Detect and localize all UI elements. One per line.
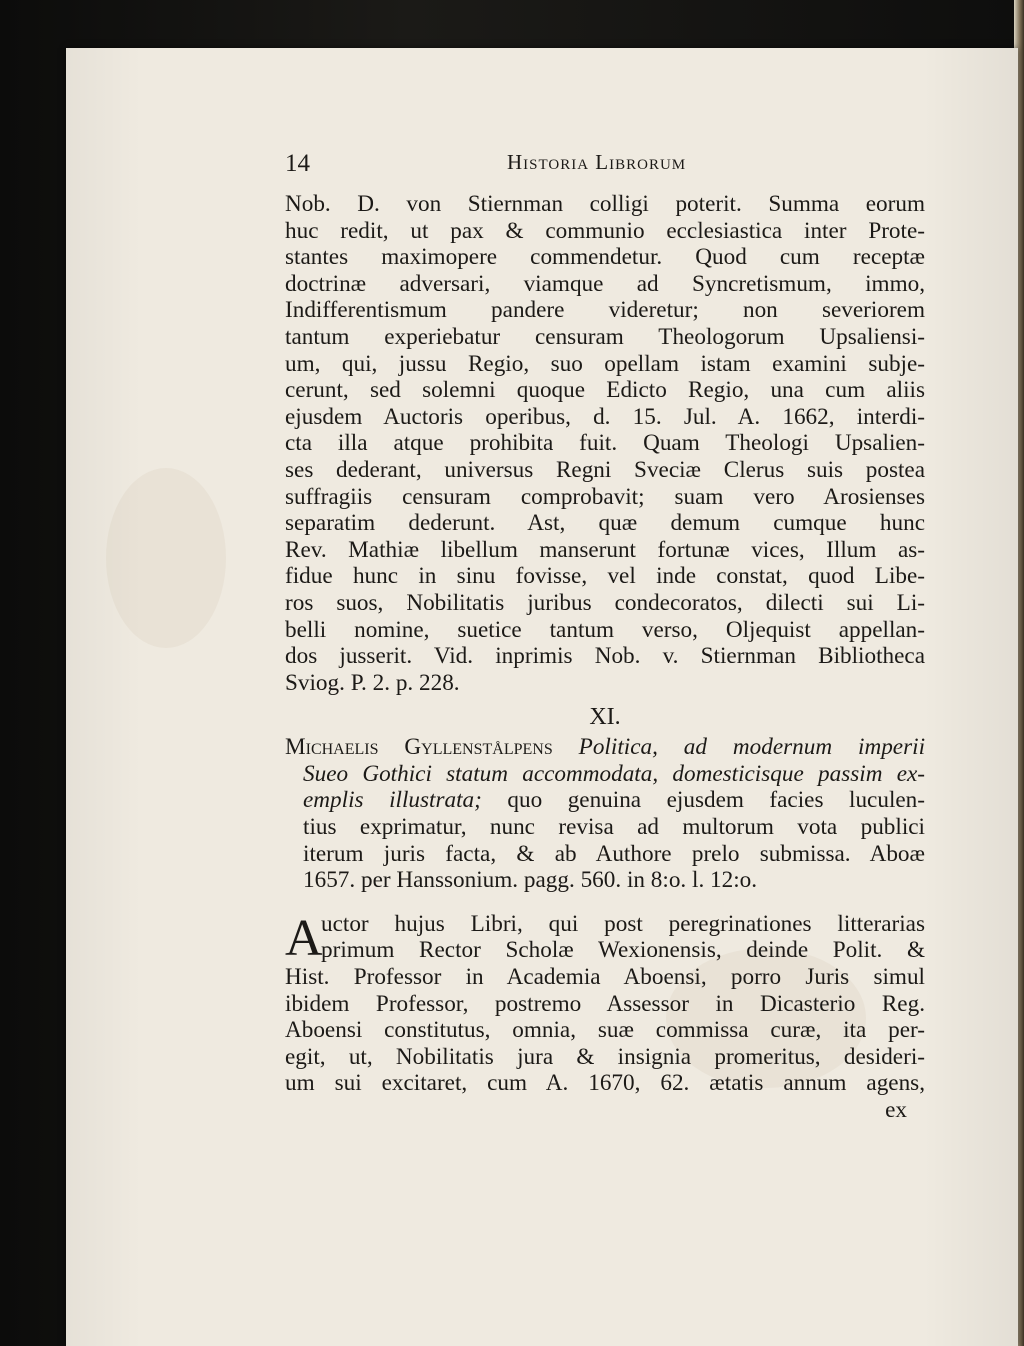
title-text: Politica, ad modernum imperii	[578, 734, 926, 761]
paragraph-2	[285, 911, 925, 1124]
title-line: iterum juris facta, & ab Authore prelo submissa. Aboæ	[303, 840, 925, 867]
title-line: tius exprimatur, nunc revisa ad multorum vota publici	[303, 814, 925, 841]
section-heading: XI.	[589, 704, 621, 731]
title-line: 1657. per Hanssonium. pagg. 560. in 8:o. l. 12:o.	[303, 867, 758, 894]
text-line: separatim dederunt. Ast, quæ demum cumque hunc	[285, 510, 925, 537]
catchword: ex	[885, 1097, 907, 1123]
text-line: Nob. D. von Stiernman colligi poterit. Summa eorum	[285, 191, 925, 217]
text-line: belli nomine, suetice tantum verso, Oljequist appellan-	[285, 616, 925, 643]
text-line: um sui excitaret, cum A. 1670, 62. ætatis annum agens,	[285, 1070, 925, 1097]
text-line: primum Rector Scholæ Wexionensis, deinde Polit. &	[321, 937, 925, 964]
text-line: fidue hunc in sinu fovisse, vel inde constat, quod Libe-	[285, 563, 925, 590]
drop-cap: A	[285, 909, 323, 967]
title-line: Sueo Gothici statum accommodata, domesticisque passim ex-	[303, 760, 925, 787]
text-line: tantum experiebatur censuram Theologorum Upsaliensi-	[285, 323, 925, 350]
text-line: suffragiis censuram comprobavit; suam vero Arosienses	[285, 483, 925, 510]
text-line: doctrinæ adversari, viamque ad Syncretismum, immo,	[285, 270, 925, 297]
title-text: quo genuina ejusdem facies luculen-	[507, 787, 925, 814]
text-line: Rev. Mathiæ libellum manserunt fortunæ vices, Illum as-	[285, 536, 925, 563]
text-line: egit, ut, Nobilitatis jura & insignia promeritus, desideri-	[285, 1043, 925, 1070]
text-line: stantes maximopere commendetur. Quod cum receptæ	[285, 244, 925, 271]
text-line: huc redit, ut pax & communio ecclesiastica inter Prote-	[285, 217, 925, 244]
text-line: Hist. Professor in Academia Aboensi, porro Juris simul	[285, 964, 925, 991]
text-line: ses dederant, universus Regni Sveciæ Clerus suis postea	[285, 456, 925, 483]
author-name: Michaelis Gyllenstålpens	[285, 734, 553, 761]
text-line: ejusdem Auctoris operibus, d. 15. Jul. A. 1662, interdi-	[285, 403, 925, 430]
text-line: dos jusserit. Vid. inprimis Nob. v. Stiernman Bibliotheca	[285, 643, 925, 670]
text-line: cerunt, sed solemni quoque Edicto Regio, una cum aliis	[285, 377, 925, 404]
running-title: Historia Librorum	[507, 150, 687, 174]
book-title-entry	[285, 734, 925, 894]
paragraph-1	[285, 191, 925, 696]
title-text: emplis illustrata;	[303, 787, 482, 814]
text-line: Indifferentismum pandere videretur; non severiorem	[285, 297, 925, 324]
text-line: cta illa atque prohibita fuit. Quam Theologi Upsalien-	[285, 430, 925, 457]
text-line: Sviog. P. 2. p. 228.	[285, 669, 460, 696]
text-line: uctor hujus Libri, qui post peregrinationes litterarias	[321, 910, 925, 937]
text-line: Aboensi constitutus, omnia, suæ commissa curæ, ita per-	[285, 1017, 925, 1044]
running-head	[285, 144, 937, 184]
text-line: um, qui, jussu Regio, suo opellam istam examini subje-	[285, 350, 925, 377]
title-line	[285, 734, 925, 761]
title-line	[285, 787, 925, 814]
paper-stain	[106, 468, 226, 648]
page-number: 14	[285, 150, 310, 177]
text-body	[285, 191, 925, 1124]
text-line: ros suos, Nobilitatis juribus condecoratos, dilecti sui Li-	[285, 589, 925, 616]
spacer	[285, 894, 925, 911]
text-line: ibidem Professor, postremo Assessor in Dicasterio Reg.	[285, 990, 925, 1017]
